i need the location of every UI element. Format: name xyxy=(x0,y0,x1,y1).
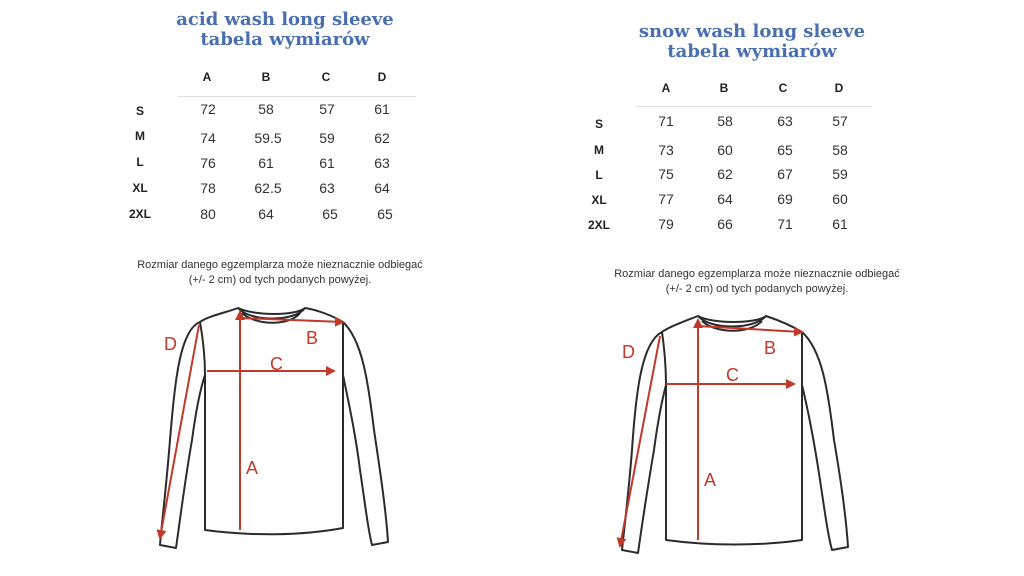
table-cell: 66 xyxy=(717,216,733,232)
table-cell: 60 xyxy=(717,142,733,158)
shirt-outline xyxy=(622,316,848,553)
table-cell: 61 xyxy=(832,216,848,232)
label-a: A xyxy=(246,458,259,478)
size-label-l: L xyxy=(595,168,603,182)
table-cell: 73 xyxy=(658,142,674,158)
table-cell: 79 xyxy=(658,216,674,232)
table-cell: 65 xyxy=(777,142,793,158)
table-cell: 58 xyxy=(832,142,848,158)
column-header-c: C xyxy=(778,81,788,95)
column-header-c: C xyxy=(321,70,331,84)
table-cell: 64 xyxy=(717,191,733,207)
table-cell: 75 xyxy=(658,166,674,182)
table-cell: 59.5 xyxy=(254,130,282,146)
note-line-1: Rozmiar danego egzemplarza może nieznacznie odbiegać xyxy=(614,268,900,280)
table-cell: 59 xyxy=(832,166,848,182)
table-cell: 62 xyxy=(374,130,390,146)
table-cell: 67 xyxy=(777,166,793,182)
title-line-2: tabela wymiarów xyxy=(667,41,837,62)
label-d: D xyxy=(164,334,177,354)
label-b: B xyxy=(764,338,777,358)
size-label-s: S xyxy=(135,104,145,118)
label-a: A xyxy=(704,470,717,490)
table-cell: 72 xyxy=(200,101,216,117)
size-label-2xl: 2XL xyxy=(587,218,611,232)
table-cell: 65 xyxy=(322,206,338,222)
table-cell: 71 xyxy=(777,216,793,232)
size-label-m: M xyxy=(135,129,145,143)
table-cell: 63 xyxy=(319,180,335,196)
table-cell: 64 xyxy=(374,180,390,196)
table-cell: 63 xyxy=(374,155,390,171)
table-cell: 58 xyxy=(258,101,274,117)
table-cell: 69 xyxy=(777,191,793,207)
table-cell: 57 xyxy=(319,101,335,117)
size-label-2xl: 2XL xyxy=(128,207,152,221)
table-cell: 61 xyxy=(319,155,335,171)
size-label-xl: XL xyxy=(591,193,607,207)
title-line-1: acid wash long sleeve xyxy=(176,9,394,30)
table-cell: 78 xyxy=(200,180,216,196)
table-cell: 65 xyxy=(377,206,393,222)
note-line-2: (+/- 2 cm) od tych podanych powyżej. xyxy=(188,274,372,286)
size-label-s: S xyxy=(594,117,604,131)
label-c: C xyxy=(270,354,283,374)
table-cell: 64 xyxy=(258,206,274,222)
table-cell: 63 xyxy=(777,113,793,129)
table-cell: 71 xyxy=(658,113,674,129)
table-cell: 80 xyxy=(200,206,216,222)
column-header-d: D xyxy=(834,81,844,95)
table-cell: 58 xyxy=(717,113,733,129)
label-d: D xyxy=(622,342,635,362)
table-cell: 57 xyxy=(832,113,848,129)
column-header-b: B xyxy=(261,70,271,84)
size-chart-snow-wash xyxy=(512,0,1024,576)
size-label-l: L xyxy=(136,155,144,169)
column-header-d: D xyxy=(377,70,387,84)
table-cell: 74 xyxy=(200,130,216,146)
title-line-2: tabela wymiarów xyxy=(200,29,370,50)
table-cell: 76 xyxy=(200,155,216,171)
label-b: B xyxy=(306,328,319,348)
table-cell: 77 xyxy=(658,191,674,207)
table-cell: 61 xyxy=(374,101,390,117)
note-line-1: Rozmiar danego egzemplarza może nieznacznie odbiegać xyxy=(137,259,423,271)
table-cell: 59 xyxy=(319,130,335,146)
shirt-diagram xyxy=(512,0,1024,576)
shirt-outline xyxy=(160,308,388,548)
column-header-a: A xyxy=(661,81,671,95)
size-label-xl: XL xyxy=(132,181,148,195)
note-line-2: (+/- 2 cm) od tych podanych powyżej. xyxy=(665,283,849,295)
column-header-b: B xyxy=(719,81,729,95)
label-c: C xyxy=(726,365,739,385)
table-cell: 62.5 xyxy=(254,180,282,196)
table-cell: 62 xyxy=(717,166,733,182)
table-cell: 61 xyxy=(258,155,274,171)
column-header-a: A xyxy=(202,70,212,84)
size-label-m: M xyxy=(594,143,604,157)
title-line-1: snow wash long sleeve xyxy=(638,21,866,42)
table-cell: 60 xyxy=(832,191,848,207)
